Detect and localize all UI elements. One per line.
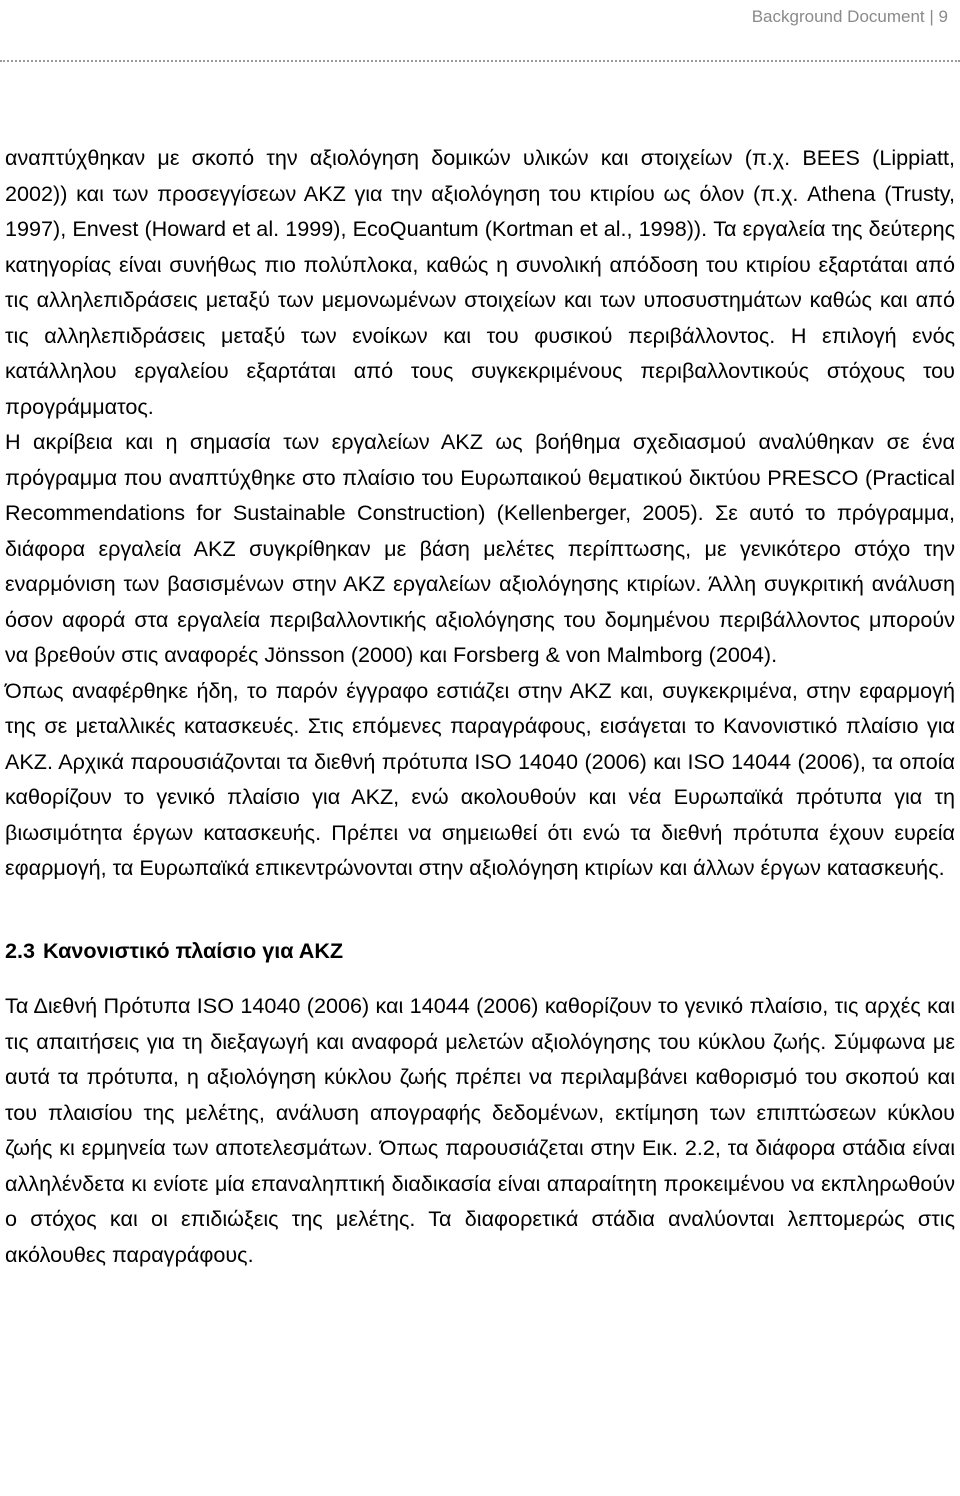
running-title: Background Document (751, 7, 925, 26)
section-number: 2.3 (5, 937, 36, 963)
header-divider (0, 60, 960, 62)
paragraph-2: Η ακρίβεια και η σημασία των εργαλείων ΑΚΖ ως βοήθημα σχεδιασμού αναλύθηκαν σε ένα πρόγραμμα που αναπτύχθηκε στο πλαίσιο του Ευρωπαικού θεματικού δικτύου PRESCO (Practical Recommendations for Sustainable Construction) (Kellenberger, 2005). Σε αυτό το πρόγραμμα, διάφορα εργαλεία ΑΚΖ συγκρίθηκαν με βάση μελέτες περίπτωσης, με γενικότερο στόχο την εναρμόνιση των βασισμένων στην ΑΚΖ εργαλείων αξιολόγησης κτιρίων. Άλλη συγκριτική ανάλυση όσον αφορά στα εργαλεία περιβαλλοντικής αξιολόγησης του δομημένου περιβάλλοντος μπορούν να βρεθούν στις αναφορές Jönsson (2000) και Forsberg & von Malmborg (2004). (5, 429, 955, 667)
paragraph-1: αναπτύχθηκαν με σκοπό την αξιολόγηση δομικών υλικών και στοιχείων (π.χ. BEES (Lippiatt, 2002)) και των προσεγγίσεων ΑΚΖ για την αξιολόγηση του κτιρίου ως όλον (π.χ. Athena (Trusty, 1997), Envest (Howard et al. 1999), EcoQuantum (Kortman et al., 1998)). Τα εργαλεία της δεύτερης κατηγορίας είναι συνήθως πιο πολύπλοκα, καθώς η συνολική απόδοση του κτιρίου εξαρτάται από τις αλληλεπιδράσεις μεταξύ των μεμονωμένων στοιχείων και των υποσυστημάτων καθώς και από τις αλληλεπιδράσεις μεταξύ των ενοίκων και του φυσικού περιβάλλοντος. Η επιλογή ενός κατάλληλου εργαλείου εξαρτάται από τους συγκεκριμένους περιβαλλοντικούς στόχους του προγράμματος. (5, 145, 955, 419)
document-body (5, 140, 955, 1272)
page-header (0, 0, 960, 64)
page-number: 9 (938, 7, 948, 26)
section-paragraph: Τα Διεθνή Πρότυπα ISO 14040 (2006) και 14044 (2006) καθορίζουν το γενικό πλαίσιο, τις αρχές και τις απαιτήσεις για τη διεξαγωγή και αναφορά μελετών αξιολόγησης του κύκλου ζωής. Σύμφωνα με αυτά τα πρότυπα, η αξιολόγηση κύκλου ζωής πρέπει να περιλαμβάνει καθορισμό του σκοπού και του πλαισίου της μελέτης, ανάλυση απογραφής δεδομένων, εκτίμηση των επιπτώσεων κύκλου ζωής κι ερμηνεία των αποτελεσμάτων. Όπως παρουσιάζεται στην Εικ. 2.2, τα διάφορα στάδια είναι αλληλένδετα κι ενίοτε μία επαναληπτική διαδικασία είναι απαραίτητη προκειμένου να εκπληρωθούν ο στόχος και οι επιδιώξεις της μελέτης. Τα διαφορετικά στάδια αναλύονται λεπτομερώς στις ακόλουθες παραγράφους. (5, 993, 955, 1267)
running-header: Background Document | 9 (751, 7, 948, 26)
section-title: Κανονιστικό πλαίσιο για ΑΚΖ (43, 937, 344, 963)
paragraph-3: Όπως αναφέρθηκε ήδη, το παρόν έγγραφο εστιάζει στην ΑΚΖ και, συγκεκριμένα, στην εφαρμογή της σε μεταλλικές κατασκευές. Στις επόμενες παραγράφους, εισάγεται το Κανονιστικό πλαίσιο για ΑΚΖ. Αρχικά παρουσιάζονται τα διεθνή πρότυπα ISO 14040 (2006) και ISO 14044 (2006), τα οποία καθορίζουν το γενικό πλαίσιο για ΑΚΖ, ενώ ακολουθούν και νέα Ευρωπαϊκά πρότυπα για τη βιωσιμότητα έργων κατασκευής. Πρέπει να σημειωθεί ότι ενώ τα διεθνή πρότυπα έχουν ευρεία εφαρμογή, τα Ευρωπαϊκά επικεντρώνονται στην αξιολόγηση κτιρίων και άλλων έργων κατασκευής. (5, 677, 955, 880)
section-heading (5, 933, 955, 969)
